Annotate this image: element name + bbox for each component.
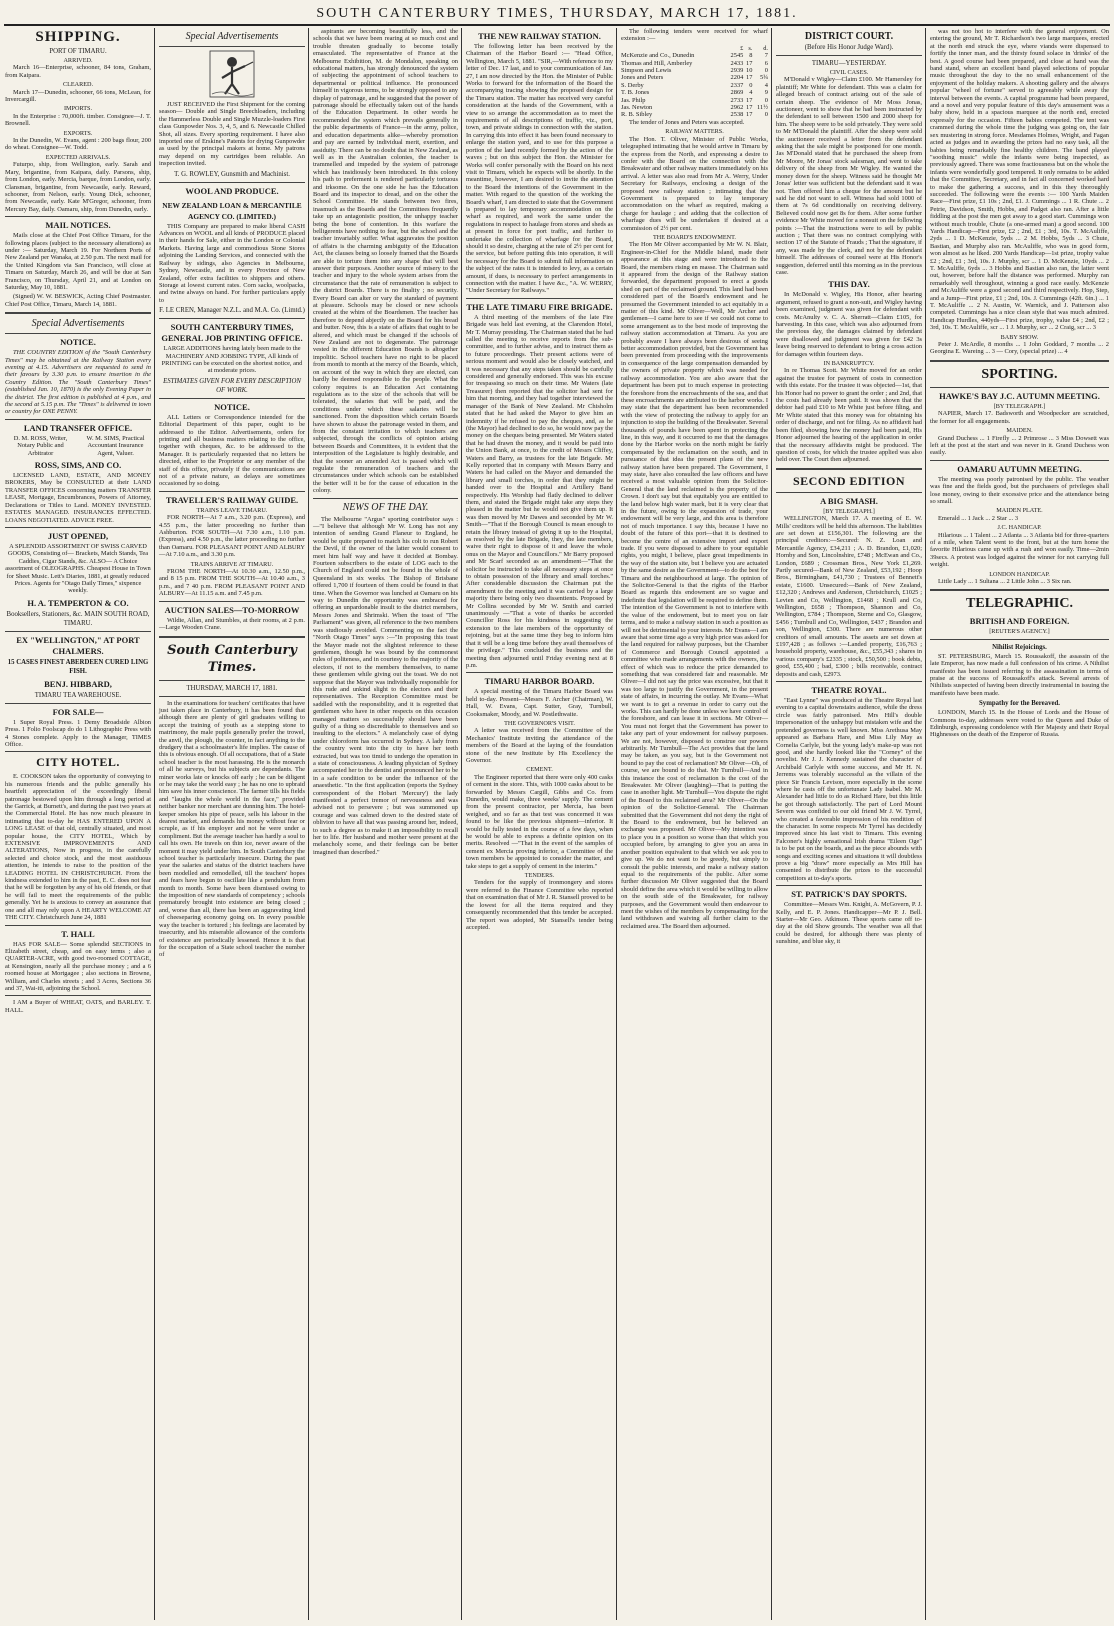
- wheat-text: I AM a Buyer of WHEAT, OATS, and BARLEY. T. HALL.: [5, 999, 151, 1014]
- endowment-heading: THE BOARD'S ENDOWMENT.: [653, 233, 736, 241]
- railway-matters-text: The Hon. T. Oliver, Minister of Public Works, telegraphed intimating that he would arrive in Timaru by the express from the North, and expressing a desire to confer with the Board on the connection with the Breakwater and other railway matters immediately on his arrival. A letter was also read from Mr A. Werry, Under Secretary for Railways, enclosing a design of the proposed new railway station ; intimating that the Government is prepared to lay temporary accommodation on the wharf as required, making a charge for haulage ; and adding that the collection of wharfage dues will be undertaken if desired at a commission of 2½ per cent.: [621, 135, 768, 232]
- column-6: [773, 28, 925, 1620]
- expected-heading: EXPECTED ARRIVALS.: [45, 153, 111, 161]
- exports-heading: EXPORTS.: [63, 129, 93, 137]
- column-5: [618, 28, 771, 1620]
- endowment-text: The Hon Mr Oliver accompanied by Mr W. N. Blair, Engineer-in-Chief for the Middle Island, made their appearance at this stage and were introduced to the Board, the members rising en masse. The Chairman said it appeared from the design of the Railway station forwarded, the department proposed to erect a goods shed on part of the reclaimed ground. This land had been considered part of the Board's endowment and he presumed the Government intended to act equitably in a matter of this kind. Mr Oliver—Well, Mr Archer and gentlemen—I came here to see if we could not come to some arrangement as to the best mode of improving the railway station accommodation at Timaru. As you are probably aware I have always been desirous of seeing better accommodation provided, but the Government has been prevented from proceeding with the improvements in consequence of the large compensation demanded by the owners of private property which was needed for railway accommodation. You are also aware that the department has been put to much expense in protecting the foreshore from the encroachments of the sea, and that these encroachments are attributed to the harbor works. I may state that the department has been recommended with the view of protecting the railway to apply for an injunction to stop the building of the Breakwater. Several thousands of pounds have been spent in protecting the line, in this way, and it occurred to me that the damages done by the Harbor works on the north might be fairly compensated by the reclamation on the south, and in pursuance of that idea the present plans of the new railway station have been prepared. The Government, I may state, have also consulted the law officers and have received a most valuable opinion from the Solicitor-General that the land reclaimed is the property of the Crown. I don't say but that equitably you are entitled to the land below high water mark, but it is very clear that in the future, owing to the expansion of trade, your endowment will be very large, and this area is therefore not of much importance. I say this, because I have no doubt of the future of this port—that it is destined to become the centre of an extensive import and export trade. If you were disposed to adhere to your equitable rights, you might, I believe, place great impediments in the way of the station site, but I believe you are actuated by the same desire as the Government—to do the best for Timaru and the neighbourhood at large. The opinion of the Solicitor-General is that the rights of the Harbor Board as regards this endowment are so vague and indefinite that legislation will be required to define them. The intention of the Government is not to interfere with the value of the endowment, but to meet you on fair terms, and to make a railway station in such a position as will not be detrimental to your interests. Mr Evans—I am aware that some time ago a very high price was asked for the land required for railway purposes, but the Chamber of Commerce and Borough Council appointed a committee who made arrangements with the owners, the effect of which was to reduce the price demanded to something that was considered fair and reasonable. Mr Oliver—I did not say the price was excessive, but that it was too large to justify the Government, in the present state of affairs, in incurring the outlay. Mr Evans—What we want is to get a revenue in order to carry out the works. This can hardly be done unless we have control of the foreshore, and can lease it in sections. Mr Oliver—You must not forget that the Government has power to take any part of your endowment for railway purposes. We are not, however, disposed to construe our powers arbitrarily. Mr Turnbull—The Act provides that the land may be taken, as you say, but is the Government not bound to pay the cost of reclamation? Mr Oliver—Oh, of course, we are bound to do that. Mr Turnbull—And in this instance the cost of reclamation is the cost of the Breakwater. Mr Oliver (laughing)—That is putting the case in another light. Mr Turnbull—You dispute the right of the Board to this reclaimed area? Mr Oliver—On the opinion of the Solicitor-General. The Chairman submitted that the Government did not deny the right of the Board to the endowment, but he believed an exchange was proposed. Mr Oliver—My intention was to place you in a position so worse than that which you occupied before, by arranging to give you an area in another position equivalent to that which we ask you to give up. We do not want to be greedy, but simply to consult the public interests, and make a railway station equal to the requirements of the public. After some further discussion Mr Oliver suggested that the Board should define the area which it would be willing to allow on the south side of the Breakwater, for railway purposes, and the Government would then endeavour to meet the wishes of the members by compensating for the land withdrawn and waiving all further claim to the reclaimed area. The Board then adjourned.: [621, 241, 769, 930]
- table-row: Jas. Newton 2962 17 11½: [621, 104, 768, 112]
- hall-text: HAS FOR SALE— Some splendid SECTIONS in Elizabeth street, cheap, and on easy terms ; also a QUARTER-ACRE, with good two-roomed COTTAGE, at Kensington, nearly all the purchase money ; and a 6 roomed house at Mortgagee ; also sections in Browne, William, and Charles streets ; and 3 Acres, Sections 36 and 37, Wai-iti, adjoining the School.: [5, 940, 151, 992]
- column-7: [927, 28, 1112, 1620]
- table-row: S. Derby 2337 0 4: [621, 81, 768, 89]
- auction-text: Wildie, Allan, and Stumbles, at their rooms, at 2 p.m.—Large Wooden Crane.: [159, 616, 305, 632]
- imports-heading: IMPORTS.: [64, 105, 92, 113]
- civil-cases-heading: CIVIL CASES.: [829, 69, 869, 76]
- trains-leave-heading: TRAINS LEAVE TIMARU.: [196, 506, 268, 514]
- jc-handicap-heading: J.C. HANDICAP.: [997, 524, 1042, 532]
- for-sale-heading: FOR SALE—: [52, 706, 104, 717]
- fire-brigade-text: A third meeting of the members of the late Fire Brigade was held last evening, at the Clarendon Hotel, Mr T. Murray presiding. The Chairman stated that he had called the meeting to receive reports from the sub-committee, and to further advise, and to instruct them as to future proceedings. Their present actions were of serious moment and would also be closely watched, and it was necessary that any steps taken should be carefully considered and generally endorsed. This was his excuse for trespassing so much on their time. Mr Waters (late Treasurer) then reported that the solicitor had sent for him that morning, and they had together interviewed the manager of the Bank of New Zealand. Mr Chisholm stated that he had asked the Mayor to give him an indemnity if he refused to pay the cheques, and, as he (the Mayor) had declined to do so, he would now pay the money on the cheques being presented. Mr Waters stated that he had drawn the money, and it would be paid into the Union Bank, at once, to the credit of Messrs Cliffey, Waters and Barry, as trustees for the late Brigade. Mr Kelly reported that in company with Messrs Barry and Waters he had called on the Mayor and demanded the library and small torches, in order that they might be handed over to the Hospital and Artillery Band respectively. His Worship had flatly declined to deliver them, and stated the Brigade might take any steps they pleased in the matter but he would not give them up. It was then moved by Mr Dawes and seconded by Mr W. Smith—"That if the Borough Council is mean enough to retain the library instead of giving it up to the Hospital, as resolved by the late Brigade, they, the late members, waive their right to dispose of it and leave the whole onus on the Mayor and Councillors." Mr Barry proposed and Mr Scarf seconded as an amendment—"That the solicitor be instructed to take all necessary steps at once to obtain possession of the library and small torches." After considerable discussion the Chairman put the amendment to the meeting and it was carried by a large majority there being only two dissentients. Proposed by Mr Collins seconded by Mr W. Smith and carried unanimously —"That a vote of thanks be accorded Councillor Ross for his kindness in suggesting the extension to the late members of the opportunity of rejoining, but at the same time they beg to inform him that it will be a long time before they avail themselves of the privilege." This concluded the business and the meeting then adjourned until Friday evening next at 8 p.m.: [466, 313, 613, 669]
- ross-sims-text: LICENSED LAND, ESTATE, AND MONEY BROKERS, May be CONSULTED at their LAND TRANSFER OFFICES concerning matters TRANSFER LEASE, Mortgage, Encumbrances, Powers of Attorney, Declarations or Titles to Land. MONEY INVESTED. ESTATES MANAGED. INSURANCES EFFECTED. LOANS NEGOTIATED. ADVICE FREE.: [5, 472, 151, 524]
- railway-station-text: The following letter has been received by the Chairman of the Harbor Board :— "Head Office, Wellington, March 5, 1881. "SIR,—With reference to my letter of Dec. 17 last, and to your communication of Jan. 27, I am now directed by the Hon. the Minister of Public Works to forward for the information of the Board the accompanying tracing showing the proposed design for the Timaru station. The matter has received very careful consideration at the hands of the Government, with a view to so arrange the accommodation as to meet the requirements of all descriptions of traffic, viz., port, town, and private sidings in connection with the station. In carrying this into effect it has been found necessary to enlarge the station yard, and to use for this purpose a portion of the land recently formed by the action of the waves ; but on this subject the Hon. the Minister for Works will confer personally with the Board on his next visit to Timaru, which he expects will be shortly. In the meantime, however, I am desired to invite the attention to the Board the intentions of the Government in the matter. With regard to the question of the working the Board's wharf, I am directed to state that the Government is prepared to lay temporary accommodation on the wharf as required, and work the same under the regulations in respect to haulage from stores and sheds as at present in force for port traffic, and further to undertake the collection of wharfage for the Board, should it so desire, charging at the rate of 2½ per cent for the service, but before putting this into operation, it will be necessary for the Board to submit full information on the subject of the rates it is intended to levy, as a certain amount, if dues, is necessary to perfect arrangements in connection with the matter. I have &c., "A. W. WERRY, "Under Secretary for Railways.": [466, 43, 613, 295]
- job-estimates: ESTIMATES GIVEN FOR EVERY DESCRIPTION OF WORK.: [163, 377, 301, 394]
- just-opened-heading: JUST OPENED,: [47, 530, 109, 541]
- hawkes-bay-text: NAPIER, March 17. Badsworth and Woodpecker are scratched, the former for all engagements.: [930, 410, 1109, 425]
- harbor-board-heading: TIMARU HARBOR BOARD.: [484, 676, 595, 687]
- harbor-board-text: A special meeting of the Timaru Harbor Board was held to-day. Present—Messrs F. Archer (Chairman), W. Hall, W. Evans, Capt. Sutter, Gray, Turnbull, Cooksmaker, Moody, and W. Postlethwaite.: [466, 688, 613, 718]
- sportsman-engraving-icon: [159, 50, 305, 98]
- ross-sims-heading: ROSS, SIMS, AND CO.: [34, 460, 122, 471]
- mail-signature: (Signed) W. W. BESWICK, Acting Chief Postmaster. Chief Post Office, Timaru, March 14, 1881.: [5, 293, 151, 308]
- railway-station-heading: THE NEW RAILWAY STATION.: [478, 31, 601, 41]
- job-printing-text: LARGE ADDITIONS having lately been made to the MACHINERY AND JOBBING TYPE, All kinds of PRINTING can be executed on the shortest notice, and at moderate prices.: [161, 345, 303, 375]
- trains-arrive-heading: TRAINS ARRIVE AT TIMARU.: [190, 560, 274, 568]
- oamaru-text: The meeting was poorly patronised by the public. The weather was fine and the fields good, but the purchasers of privileges shall lose money, owing to their excessive price and the attendance being so small.: [930, 475, 1109, 505]
- city-hotel-text: E. COOKSON takes the opportunity of conveying to his numerous friends and the public generally his heartfelt appreciation of the exceedingly liberal patronage bestowed upon him through a long period at the Garrick, at Burnett's, and during the past two years at the Commercial Hotel. He has now much pleasure in intimating that to-day he HAS ENTERED UPON A LONG LEASE of that old, centrally situated, and most popular house, the CITY HOTEL, Which by EXTENSIVE IMPROVEMENTS AND ALTERATIONS, Now in progress, in the carefully selected and choice stock, and the most assiduous attention, he intends to raise to the position of the LEADING HOTEL IN CHRISTCHURCH. From the kindness extended to him in the past, E. C. does not fear that he will be forgotten by any of his old friends, or that he will fail to meet the requirements of the public generally. Yet he is anxious to convey an assurance that one and all may rely upon A HEARTY WELCOME AT THE CITY. Christchurch June 24, 1881: [5, 773, 151, 922]
- imports-text: In the Enterprise : 70,000ft. timber. Consignee—J. T. Brownell.: [5, 112, 151, 128]
- this-day-text: In McDonald v. Wigley, His Honor, after hearing argument, refused to grant a non-suit, and Wigley having been examined, judgment was given for defendant with costs. McAnulty v. C. A. Sherratt—Claim £105, for harvesting. In this case, which was also adjourned from the previous day, the damages claimed by defendant were disallowed and judgment was given for £42 3s leave being reserved to defendant to bring a cross action for damages within fourteen days.: [776, 291, 922, 358]
- nihilist-text: ST. PETERSBURG, March 15. Roussakoff, the assassin of the late Emperor, has now made a full confession of his crime. A Nihilist manifesto has been issued referring to the assassination in terms of praise at the success of Roussakoff's attack. Several arrests of Nihilists suspected of having been directly instrumental in issuing the manifesto have been made.: [930, 652, 1109, 697]
- tender-table: [621, 45, 768, 119]
- baby-show-heading: BABY SHOW.: [1000, 333, 1039, 341]
- table-row: Thomas and Hill, Amberley 2433 17 6: [621, 59, 768, 67]
- special-ads-heading: Special Advertisements: [31, 318, 125, 330]
- civil-cases-text: M'Donald v Wigley—Claim £100. Mr Hamersley for plaintiff; Mr White for defendant. This was a claim for alleged breach of contract arising out of the sale of certain sheep. The evidence of Mr Moss Jonas, auctioneer, went to show that he had been instructed by the defendant to sell between 1500 and 2000 sheep for him. The sheep were to be sold privately. They were sold to Mr M'Donald the plaintiff. After the sheep were sold the auctioneer received a letter from the defendant asking that the sale might be postponed for one month. Jas M'Donald stated that he purchased the sheep from Mr Moore, Mr Jonas' stock salesman, and went to take delivery of the sheep from Mr Wigley. He wanted the money down for the sheep. Witness said he thought Mr Jonas' letter was sufficient but the defendant said it was not. Then offered him a cheque for the amount but he said he did not want to sell. Witness had sold 1000 of them at 7s 6d conditionally on receiving delivery. Believed could now get 8s for them. After some further evidence Mr White moved for a nonsuit on the following points :—That the instructions were to sell by public auction ; That there was no contract complying with section 17 of the Statute of Frauds ; That the signature, if any, was made by the clerk, and not by the defendant himself. The addresses of counsel were at His Honor's suggestion, deferred until this morning as in the previous case.: [776, 76, 922, 276]
- for-sale-text: 1 Super Royal Press. 1 Demy Broadside Albion Press. 1 Folio Foolscap do do 1 Lithographic Press with 4 Stones complete. Apply to the Manager, TIMES Office.: [5, 718, 151, 748]
- this-day-heading: THIS DAY.: [828, 279, 870, 290]
- telegraphic-heading: TELEGRAPHIC.: [966, 596, 1073, 612]
- tender-note: The tender of Jones and Peters was accepted.: [629, 118, 745, 126]
- column-divider: [771, 28, 772, 1620]
- maiden-heading: MAIDEN.: [1006, 427, 1033, 435]
- jc-handicap-text: Hilarious ... 1 Talent ... 2 Atlanta ... 3 Atlanta bid for three-quarters of a mile, when Talent went to the front, but at the turn home the favorite Hilarious came up with a rush and won easily. Time—2min 39secs. A protest was lodged against the winner for not carrying full weight.: [930, 531, 1109, 569]
- city-hotel-heading: CITY HOTEL.: [36, 755, 120, 770]
- hawkes-bay-byline: [BY TELEGRAPH.]: [993, 402, 1046, 410]
- temperton-heading: H. A. TEMPERTON & CO.: [27, 597, 129, 608]
- arrived-heading: ARRIVED.: [63, 57, 93, 64]
- rowley-text: JUST RECEIVED the First Shipment for the coming season— Double and Single Breechloaders, including the Hammerless Double and Single Muzzle-loaders First class Gunpowder Nos. 3, 4, 5, and 6. Newcastle Chilled Shot, all sizes. Every sporting requirement. I have also imported one of Erskine's Patents for drying Gunpowder as used by the principal makers at home. My patrons may depend on my cartridges been reliable. An inspection invited.: [159, 101, 305, 168]
- governor-heading: THE GOVERNOR'S VISIT.: [504, 719, 575, 727]
- wharf-intro: The following tenders were received for wharf extension :—: [621, 28, 768, 43]
- exports-text: In the Dunedin, W. Evans, agent : 200 bags flour, 200 do wheat. Consignee—W. Todd.: [5, 137, 151, 152]
- land-transfer-heading: LAND TRANSFER OFFICE.: [23, 422, 133, 433]
- cement-heading: CEMENT.: [526, 766, 553, 774]
- chalmers-heading: EX "WELLINGTON," AT PORT CHALMERS.: [16, 634, 140, 656]
- masthead-rule: [4, 24, 1110, 26]
- news-heading: NEWS OF THE DAY.: [342, 501, 429, 513]
- column-divider: [616, 28, 617, 1620]
- table-row: Jones and Peters 2204 17 5¾: [621, 74, 768, 82]
- temperton-text: Booksellers, Stationers, &c. MAIN SOUTH ROAD, TIMARU.: [6, 610, 150, 627]
- timaru-yesterday-heading: TIMARU—YESTERDAY.: [811, 60, 887, 67]
- british-foreign-heading: BRITISH AND FOREIGN.: [969, 616, 1070, 627]
- cleared-text: March 17—Dunedin, schooner, 66 tons, McLean, for Invercargill.: [5, 88, 151, 104]
- arrived-text: March 16—Enterprise, schooner, 84 tons, Graham, from Kaipara.: [5, 64, 151, 79]
- column-3: [310, 28, 461, 1620]
- job-printing-heading: SOUTH CANTERBURY TIMES, GENERAL JOB PRINTING OFFICE.: [161, 322, 303, 344]
- big-smash-byline: [BY TELEGRAPH.]: [823, 507, 875, 515]
- railway-guide-heading: TRAVELLER'S RAILWAY GUIDE.: [165, 494, 299, 505]
- district-court-heading: DISTRICT COURT.: [804, 31, 894, 42]
- st-patricks-heading: ST. PATRICK'S DAY SPORTS.: [791, 889, 907, 900]
- leader-text: In the examinations for teachers' certificates that have just taken place in Canterbury, it has been found that although there are plenty of girl graduates willing to accept the training of youth as a stepping stone to matrimony, the male pupils generally prefer the trowel, the anvil, the plough, the counter, in fact anything to the drudgery that a schoolmaster's life implies. The cause of this is obvious enough. Of all occupations, that of a State school teacher is the most harassing. He is the monarch of all he surveys, but his subjects are dependants. The miner works late or knocks off early ; he can be diligent or he may take the world easy ; he has no one to upbraid him save his inner conscience. The farmer tills his fields and "laughs the whole world in the face," provided neither banker nor merchant are dunning him. The hotel-keeper smokes his pipe of peace, sells his labour in the dearest market, and demands his money without fear or scruple, as if his employer and not he were under a compliment. But the average teacher has hardly a soul to call his own. He travels on thin ice, never aware of the moment it may yield under him. In South Canterbury the school teacher is particularly insecure. During the past year the salaries and status of the district teachers have been modelled and remodelled, till the teachers' hopes and fears have begun to oscillate like a pendulum from month to month. Some have been dismissed owing to the imposition of new standards of competency ; schools prematurely brought into existence are being closed ; and, worse than all, there has been an aggravating kind of cheeseparing economy going on. In every possible way the teacher is tortured ; his feelings are lacerated by insecurity, and his miserable allowance of the comforts of existence are periodically lessened. Hence it is that for the occupation of a State school teacher the number of: [159, 699, 305, 959]
- table-row: Simpson and Lewis 2939 10 0: [621, 67, 768, 75]
- baby-show-text: Peter J. McArdle, 8 months ... 1 John Goddard, 7 months ... 2 Georgina E. Wareing ... 3 — Cory, (special prize) ... 4: [930, 341, 1109, 356]
- notice-text-2: ALL Letters or Correspondence intended for the Editorial Department of this paper, ought to be addressed to the Editor. Advertisements, orders for printing and all business matters relating to the office, together with cheques, &c. to be addressed to the Manager. It is particularly requested that no letters be directed, either to the Proprietor or any member of the staff of this office, privately if the communications are not of a private nature, as delays are sometimes occasioned by so doing.: [159, 413, 305, 488]
- st-patricks-text: Committee—Messrs Wm. Knight, A. McGovern, P. J. Kelly, and E. P. Jones. Handicapper—Mr P. J. Bell. Starter—Mr Geo. Atkinson. These sports came off to-day at the old Show grounds. The weather was all that could be desired, for although there was plenty of sunshine, and blue sky, it: [776, 901, 922, 946]
- expected-text: Futurpo, ship, from Wellington, early. Sarah and Mary, brigantine, from Kaipara, daily. Parsons, ship, from London, early. Mercia, barque, from London, early. Clansman, brigantine, from Newcastle, early. Reward, schooner, from Nelson, early. Young Dick, schooner, from Newcastle, early. Kate M'Gregor, schooner, from Mercury Bay, daily. Oamaru, ship, from Dunedin, early.: [5, 161, 151, 213]
- mail-heading: MAIL NOTICES.: [45, 220, 111, 231]
- paper-date: THURSDAY, MARCH 17, 1881.: [186, 684, 278, 692]
- notice-text: THE COUNTRY EDITION of the "South Canterbury Times" may be obtained at the Railway Station every evening at 4.15. Advertisers are requested to send in their favours by 3.30 p.m. to ensure insertion in the Country Edition. The "South Canterbury Times" (established Jan. 10, 1870) is the only Evening Paper in the district. The first edition is published at 4 p.m., and the second at 5.15 p.m. The "Times" is delivered in town or country for ONE PENNY.: [5, 349, 151, 416]
- district-court-sub: (Before His Honor Judge Ward).: [804, 44, 894, 51]
- auction-heading: AUCTION SALES—TO-MORROW: [164, 604, 300, 615]
- sympathy-heading: Sympathy for the Bereaved.: [979, 700, 1060, 708]
- land-transfer-ross: D. M. ROSS, Writer, Notary Public and Arbitrator: [13, 434, 68, 457]
- nzloan-signature: F. LE CREN, Manager N.Z.L. and M.A. Co. (Limtd.): [159, 307, 305, 315]
- theatre-heading: THEATRE ROYAL.: [811, 685, 887, 696]
- maiden-text: Grand Duchess ... 1 Firefly ... 2 Primrose ... 3 Miss Dowsett was left at the post at the start and was never in it. Grand Duchess won easily.: [930, 434, 1109, 457]
- shipping-heading: SHIPPING.: [35, 29, 121, 45]
- mail-text: Mails close at the Chief Post Office Timaru, for the following places (subject to the necessary alterations) as under :— Saturday, March 19. For Northern Ports of New Zealand per Wanaka, at 2.50 p.m. The next mail for the United Kingdom via San Francisco, will close at Timaru on Saturday, March 26, and will be due at San Francisco, on Thursday, April 21, and at London on Saturday, May 10, 1881.: [5, 232, 151, 291]
- chalmers-text: 15 CASES FINEST ABERDEEN CURED LING FISH.: [7, 658, 149, 675]
- second-edition-heading: SECOND EDITION: [792, 473, 906, 488]
- table-row: R. B. Sibley 2538 17 0: [621, 111, 768, 119]
- tender-table-header: £ s. d.: [740, 44, 768, 52]
- column-1: [2, 28, 154, 1620]
- cleared-heading: CLEARED.: [62, 81, 94, 89]
- hall-heading: T. HALL: [61, 928, 95, 939]
- leader-continued: aspirants are becoming beautifully less, and the schools that we have been rearing at so much cost and trouble threaten gradually to become totally emasculated. The representative of France at the Melbourne Exhibition, M. de Mondalon, speaking on educational matters, has strongly denounced the system of subjecting the appointment of school teachers to departmental or political influence. He pronounced himself in vigorous terms, to be strongly opposed to any display of patronage, and he suggested that the power of patronage should be effectually taken out of the hands of the Education Department. In other words he recommended the system which prevails generally in the public departments of France—in the army, police, and education departments alike—whereby promotion and pay are earned by individual merit, exertion, and assiduity. There can be no doubt that in New Zealand, as well as in the Australian colonies, the teacher is trammelled and impeded by the system of patronage which has insidiously been introduced. In this colony his path to preferment is rendered particularly tortuous and irksome. On the one side he has the Education Board and its inspector to dread, and on the other the School Committee. He stands between two fires, inasmuch as the Boards and the Committees frequently take up an antagonistic position, the unhappy teacher being the bone of contention. In this warfare the belligerents have nothing to fear, but the school and the teacher invariably suffer. What aggravates the position of affairs is the charming ambiguity of the Education Act, the clauses being so loosely framed that the Boards are able to torture them into any shape that will best answer their purposes. Another source of misery to the teacher and injury to the whole system arises from the circumstance that the rate of remuneration is subject to the district Boards. There is no finality ; no security. Every Board can alter or vary the standard of payment at pleasure. Schools may be closed or new schools created at the whim of the Boardsmen. The teacher has therefore to depend abjectly on the Board for his bread and butter. Now, this is a state of affairs that ought to be altered, and which must be changed if the schools of New Zealand are not to degenerate. The patronage vested in the different Education Boards is altogether impolitic. School teachers have no right to be placed from month to month at the mercy of the Boards, which, on account of the way in which they are elected, can hardly be deemed responsible to the people. What the colony requires is an Education Act containing regulations as to the size of the schools that will be tolerated, the salaries that will be paid, and the conditions under which these salaries will be sanctioned. From the disposition which certain Boards have shown to abuse the patronage vested in them, and from the constant irritation to which teachers are subjected, through the conflicts of opinion arising between Boards and Committees, it is evident that the interposition of the Legislature is highly desirable, and that the sooner an amended Act is passed which will regulate the remuneration of teachers and the circumstances under which schools can be established the better will it be for the cause of education in the colony.: [313, 28, 458, 495]
- bankruptcy-heading: IN BANKRUPTCY.: [823, 360, 875, 368]
- column-divider: [154, 28, 155, 1620]
- nihilist-heading: Nihilist Rejoicings.: [992, 643, 1047, 651]
- sporting-heading: SPORTING.: [981, 366, 1058, 382]
- column-divider: [925, 28, 926, 1620]
- maiden-plate-text: Emerald ... 1 Jack ... 2 Star ... 3: [938, 514, 1019, 522]
- nzloan-heading: NEW ZEALAND LOAN & MERCANTILE AGENCY CO. (LIMITED.): [162, 200, 302, 221]
- column-2: [156, 28, 308, 1620]
- nzloan-text: THIS Company are prepared to make liberal CASH Advances on WOOL and all kinds of PRODUCE placed in their hands for Sale, either in the London or Colonial Markets. Having large and commodious Stone Stores adjoining the Landing Services, and connected with the Railway by sidings, also Agencies in Melbourne, Sydney, Newcastle, and in every Province of New Zealand, offer extra facilities to shippers and others. Storage at lowest current rates. Corn sacks, woolpacks, and twine always on hand. For further particulars apply to: [159, 222, 305, 304]
- governor-text: A letter was received from the Committee of the Mechanics' Institute inviting the attendance of the members of the Board at the laying of the foundation stone of the new Institute by His Excellency the Governor.: [466, 727, 613, 764]
- railway-matters-heading: RAILWAY MATTERS.: [665, 128, 724, 136]
- masthead: SOUTH CANTERBURY TIMES, THURSDAY, MARCH 17, 1881.: [316, 6, 798, 21]
- big-smash-text: WELLINGTON, March 17. A meeting of E. W. Mills' creditors will be held this afternoon. The liabilities are set down at £156,301. The following are the principal creditors:—Secured: N. Z. Loan and Mercantile Agency, £34,211 ; A. D. Brandon, £1,020; Hornby and Son, Lincolnshire, £748 ; McEwan and Co., London, £689 ; Crossman Bros., New York £1,269. Partly secured—Bank of New Zealand, £53,192 ; Hoop Bros., Birmingham, £41,730 ; Trustees of Bennett's estate, £1600. Unsecured:—Bank of New Zealand, £12,320 ; Andrews and Anderson, Christchurch, £1025 ; Levien and Co, Wellington, £1468 ; Krull and Co, Wellington, £658 ; Thompson, Shannon and Co, Wellington, £784 ; Thompson, Sterne and Co, Glasgow, £456 ; Turnbull and Co, Wellington, £437 ; Brandon and son, Wellington, £300. There are numerous other creditors of small amounts. The assets are set down at £197,428 ; as follows :—Landed property, £16,763 ; household property, warehouse, &c., £55,343 ; shares in various company's £2335 ; stock, £50,500 ; book debts, good, £55,400 ; bad, £300 ; bills receivable, contract deposits and cash, £2973.: [776, 515, 922, 678]
- cement-text: The Engineer reported that there were only 400 casks of cement in the store. This, with 1000 casks about to be forwarded by Messrs Cargill, Gibbs and Co. from Dunedin, would make, three weeks' supply. The cement from the present contractor, per Mercia, has been weighed, and so far as that test was concerned it was found to be like the previous shipment—inferior. It would be fully tested in the course of a few days, when he would be able to express a definite opinion on its merits. Resolved —"That in the event of the samples of cement ex Mercia proving inferior, a Committee of the town members be appointed to consider the matter, and take steps to get a supply of cement in the interim.": [466, 773, 613, 870]
- hibbard-heading: BENJ. HIBBARD,: [44, 678, 112, 689]
- trains-leave-text: FOR NORTH—At 7 a.m., 3.20 p.m. (Express), and 4.55 p.m., the latter proceeding no further than Ashburton. FOR SOUTH—At 7.30 a.m., 1.10 p.m. (Express), and 4.50 p.m., the latter proceeding no further than Oamaru. FOR PLEASANT POINT AND ALBURY—At 7.10 a.m., and 3.30 p.m.: [159, 514, 305, 559]
- column-divider: [308, 28, 309, 1620]
- tenders-text: Tenders for the supply of ironmongery and stores were referred to the Finance Committee who reported that on examination that of Mr J. R. Stansell proved to be the lowest for all the items required and they consequently recommended that this tender be accepted. The report was adopted, Mr Stansell's tender being accepted.: [466, 879, 613, 931]
- news-text: The Melbourne "Argus" sporting contributor says :—"I believe that although Mr W. Long has not any intention of sending Grand Flaneur to England, he would be quite prepared to match his colt to run Robert the Devil, if the owner of the latter would consent to meet him half way and have it decided at Bombay. Fourteen subscribers to the estate of LOG each to the Church of England could not be found in the whole of Queensland in six weeks. The Bishop of Brisbane offered 1,700 if fourteen of them could be found in that time. When the Governor was lunched at Oamaru on his way to Dunedin the opportunity was embraced for offering an unpardonable insult to the district members, Messrs Jones and Shrimski. When the toast of "The Parliament" was given, all reference to the two members was studiously avoided. Commenting on the fact the "North Otago Times" says :—"In proposing this toast the Mayor made not the slightest reference to these gentlemen, though he was bound by the commonest rules of politeness, and in courtesy to the majority of the electors, if not to the members themselves, to name these gentlemen while giving out the toast. We do not suppose that the Mayor was individually responsible for this rude and unkind slight to the electors and their representatives. The Reception Committee must be saddled with the responsibility, and it is regretted that gentlemen who have in other respects on this occasion managed matters so successfully should have been guilty of a thing so discreditable to themselves and so insulting to the electors." A melancholy case of dying under chloroform has occurred in Sydney. A lady from the country went into the city to have her teeth extracted, but was too timid to undergo the operation in a state of consciousness. A leading physician of Sydney accompanied her to the dentist and pronounced her to be in a safe condition to be under the influence of the anaesthetic. "In the first application (reports the Sydney correspondent of the Hobart 'Mercury') the lady manifested a perfect tremor of nervousness and was advised not to persevere ; but was summoned up courage and was calmed down to the desired state of oblivion to have all that was passing around her, indeed, to such a degree as to make it an impossibility to recall her to life. Her husband and mother were present at the melancholy scene, and their feelings can be better imagined than described.": [313, 515, 458, 856]
- special-ads-heading: Special Advertisements: [185, 31, 279, 42]
- sympathy-text: LONDON, March 15. In the House of Lords and the House of Commons to-day, addresses were voted to the Queen and Duke of Edinburgh, expressing condolence with Her Majesty and their Royal Highnesses on the death of the Emperor of Russia.: [930, 709, 1109, 739]
- reuter-byline: [REUTER'S AGENCY.]: [989, 628, 1050, 636]
- just-opened-text: A SPLENDID ASSORTMENT OF SWISS CARVED GOODS, Consisting of— Brackets, Match Stands, Tea Caddies, Cigar Stands, &c. ALSO— A Choice assortment of OLEOGRAPHS. Cheapest House in Town for Sheet Music. Lett's Diaries, 1881, at greatly reduced Prices. Agents for "Otago Daily Times," sixpence weekly.: [5, 542, 151, 595]
- rowley-signature: T. G. ROWLEY, Gunsmith and Machinist.: [174, 170, 290, 178]
- trains-arrive-text: FROM THE NORTH—At 10.30 a.m., 12.50 p.m., and 8 15 p.m. FROM THE SOUTH—At 10.40 a.m., 3 p.m., and 7 40 p.m. FROM PLEASANT POINT AND ALBURY—At 11.15 a.m. and 7.45 p.m.: [159, 568, 305, 598]
- notice-heading-2: NOTICE.: [214, 401, 250, 412]
- bankruptcy-text: In re Thomas Scott. Mr White moved for an order against the trustee for payment of costs in connection with this estate. For the trustee it was objected—1st, that his Honor had no power to grant the order ; and 2nd, that the costs had already been paid. It was shown that the debtor had paid £10 to Mr White just before filing, and Mr White stated that this money was for obtaining his order of discharge, and not for filing. As no affidavit had been filed, showing how the money had been paid, His Honor adjourned the hearing of the application in order that the necessary affidavits might be produced. The question of costs, for which the trustee applied was also held over. The Court then adjourned.: [776, 367, 922, 464]
- table-row: McKenzie and Co., Dunedin 2545 8 7: [621, 52, 768, 60]
- wool-heading: WOOL AND PRODUCE.: [185, 185, 279, 196]
- london-handicap-heading: LONDON HANDICAP.: [989, 570, 1050, 578]
- land-transfer-sims: W. M. SIMS, Practical Accountant Insurance Agent, Valuer.: [86, 434, 145, 457]
- column-4: [463, 28, 616, 1620]
- hawkes-bay-heading: HAWKE'S BAY J.C. AUTUMN MEETING.: [939, 390, 1100, 401]
- table-row: Jas. Philp 2733 17 0: [621, 96, 768, 104]
- sports-text: was not too hot to interfere with the general enjoyment. On entering the ground, Mr T. Richardson's two large marquees, erected at the north end struck the eye, where viands were dispensed to fortify the inner man, and the thirsty found solace in 'drinks' of the best. A good course had been prepared, and close at hand was the band stand, where an excellent band played selections of popular music throughout the day to the no small enhancement of the enjoyment of the holiday makers. A shooting gallery and the always popular "wheel of fortune" served to agreeably while away the interval between the events. A capital programme had been prepared, and a novel and very popular feature of this day's amusement was a baby show, held in a spacious marquee at the north end, erected expressly for the occasion. Fifteen babies competed. The tent was crammed during the whole time the judging was going on, the fair sex mustering in strong force. Mesdames Holmes, Wright, and Fagan acted as judges and in awarding the prizes had no easy task, all the babies being remarkably fine healthy children. The band played "soothing music" while the infants were being inspected, as previously agreed. There was some fractiousness but on the whole the infants were wonderfully good tempered. It only remains to be added that the Committee, Secretary, and in fact all concerned worked hard to make the gathering a success, and in this they thoroughly succeeded. The following were the events :— 100 Yards Maiden Race—First prize, £1 10s ; 2nd, £1. J. Cummings ... 1 R. Chute ... 2 Petrie, Davidson, Smith, Hobbs, and Padget also ran. After a little fiddling at the post the men got away to a good start. Cummings won without much trouble, Chute (a one-armed man) a good second. 100 Yards Handicap—First prize, £2 ; 2nd, £1 ; 3rd, 10s. T. McAuliffe, 2yds ... 1 D. McKenzie, 5yds ... 2 M. Hobbs, 5yds ... 3 Chute, Bastian, and Murphy also ran. McAuliffe, who was in good form, won almost as he liked. 200 Yards Handicap—1st prize, trophy value £2 ; 2nd, £1 ; 3rd, 10s. J. Murphy, scr ... 1 D. McKenzie, 10yds ... 2 T. McAuliffe, 6yds ... 3 Hobbs and Bastian also ran, the latter went out, however, before half the distance was performed. Murphy ran remarkably well throughout, winning a good race easily. McKenzie and McAuliffe were a good second and third respectively. Hop, Step, and a Jump—First prize, £1 ; 2nd, 10s. J. Cummings (42ft. 6in.) ... 1 T. McAuliffe ... 2 N. Austin, W. Warnick, and J. Patterson also competed. Cummings has a nice clean style that was much admired. Handicap Hurdles, 440yds—First prize, trophy, value £4 ; 2nd, £2 ; 3rd, 10s. T. McAuliffe, scr ... 1 J. Murphy, scr ... 2 Craig, scr ... 3: [930, 28, 1109, 332]
- tenders-heading: TENDERS.: [524, 872, 555, 880]
- theatre-text: "East Lynne" was produced at the Theatre Royal last evening to a capital downstairs audience, while the dress circle was fairly patronised. Mrs Hill's double impersonation of the unhappy but mistaken wife and the pretended governess is well known. Miss Arethusa May appeared as Barbara Hare, and Miss Lily May as Cornelia Carlyle, but the young lady's make-up was not good, and she hardly looked like the "Corney" of the novelist. Mr J. J. Kennedy sustained the character of Archibald Carlyle with some success, and Mr H. N. Jerrems was tolerably successful as the villain of the piece Sir Francis Levison, more especially in the scene where he casts off the unfortunate Lady Isabel. Mr M. Alexander had little to do as Richard Hare, but this little he got through satisfactorily. The part of Lord Mount Severn was confided to our old friend Mr J. W. Tyrrel, who created a favorable impression of his rendition of the character. In some respects Mr Tyrrel has decidedly improved since his last visit to Timaru. This evening Falconer's highly sensational Irish drama "Eileen Oge" is to be put on the boards, and as the piece abounds with songs and exciting scenes and situations it will doubtless prove a big "draw" more especially as Mrs Hill has consented to distribute the prizes to the successful competitors at to-day's sports.: [776, 697, 922, 882]
- notice-heading: NOTICE.: [60, 337, 96, 348]
- fire-brigade-heading: THE LATE TIMARU FIRE BRIGADE.: [466, 301, 613, 312]
- oamaru-heading: OAMARU AUTUMN MEETING.: [957, 463, 1082, 474]
- column-divider: [461, 28, 462, 1620]
- maiden-plate-heading: MAIDEN PLATE.: [996, 507, 1043, 515]
- table-row: T. B. Jones 2869 4 9: [621, 89, 768, 97]
- port-heading: PORT OF TIMARU.: [49, 48, 107, 55]
- hibbard-text: TIMARU TEA WAREHOUSE.: [34, 691, 122, 699]
- paper-title: South Canterbury Times.: [167, 642, 297, 675]
- london-handicap-text: Little Lady ... 1 Sultana ... 2 Little John ... 3 Six ran.: [938, 578, 1072, 585]
- big-smash-heading: A BIG SMASH.: [820, 495, 878, 506]
